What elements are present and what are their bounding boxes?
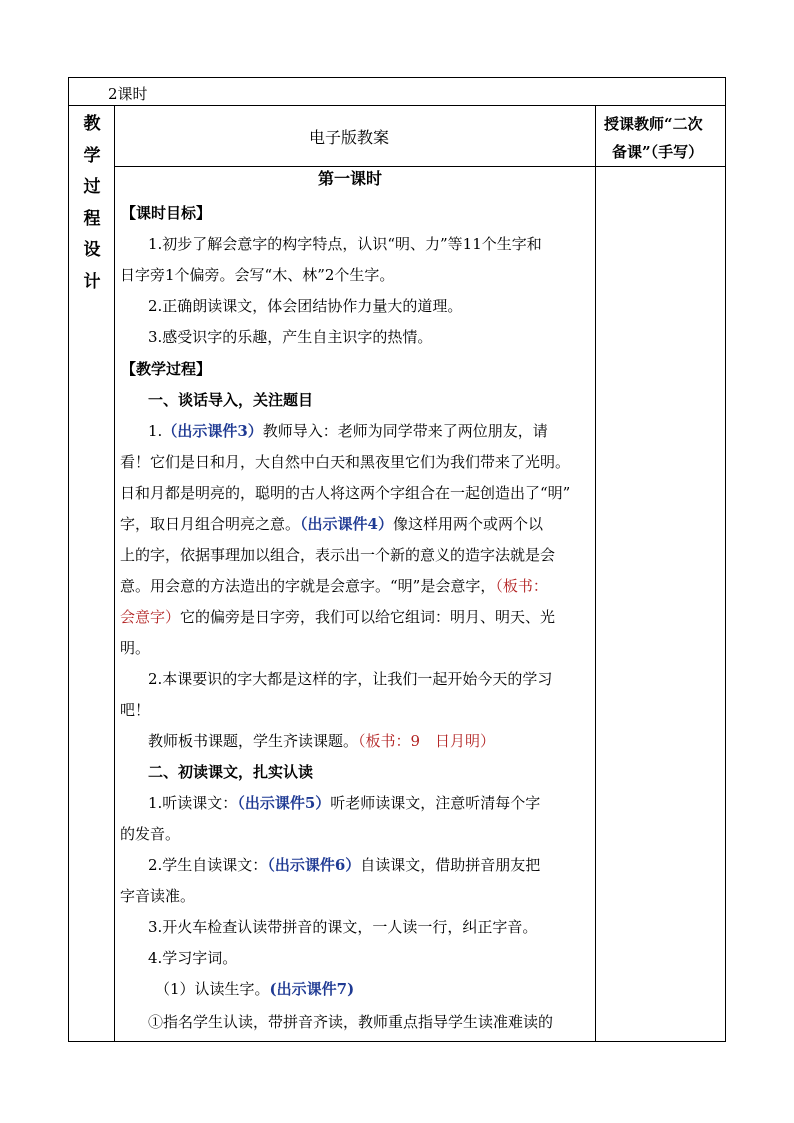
step-2-line-2: 字音读准。 <box>120 887 196 905</box>
paragraph-1-line-2: 看！它们是日和月，大自然中白天和黑夜里它们为我们带来了光明。 <box>120 453 571 471</box>
side-char-1: 教 <box>83 114 101 134</box>
period-label: 2课时 <box>108 85 148 103</box>
sub-step-1-item-1: ①指名学生认读，带拼音齐读，教师重点指导学生读准难读的 <box>148 1013 554 1031</box>
table-right-border <box>725 77 726 1042</box>
courseware-tag-3: （出示课件3） <box>162 422 263 440</box>
courseware-tag-4: （出示课件4） <box>300 515 393 533</box>
paragraph-1-text-f1: 意。用会意的方法造出的字就是会意字。“明”是会意字， <box>120 577 496 595</box>
step-2-text-a: 2.学生自读课文： <box>148 856 268 874</box>
paragraph-1-number: 1. <box>148 422 163 440</box>
step-3: 3.开火车检查认读带拼音的课文，一人读一行，纠正字音。 <box>148 918 538 936</box>
side-char-3: 过 <box>83 177 101 198</box>
side-column-border <box>114 105 115 1042</box>
side-char-6: 计 <box>83 271 101 292</box>
paragraph-2-line-1: 2.本课要识的字大都是这样的字，让我们一起开始今天的学习 <box>148 670 553 688</box>
courseware-tag-6: （出示课件6） <box>267 856 361 874</box>
paragraph-1-text-a: 教师导入：老师为同学带来了两位朋友，请 <box>262 422 548 440</box>
paragraph-3 <box>148 731 495 751</box>
step-1-line-2: 的发音。 <box>120 825 181 843</box>
sub-step-1 <box>155 979 354 999</box>
goal-1-line-1: 1.初步了解会意字的构字特点，认识“明、力”等11个生字和 <box>148 235 542 253</box>
paragraph-1-line-5: 上的字，依据事理加以组合，表示出一个新的意义的造字法就是会 <box>120 546 556 564</box>
paragraph-1-text-d2: 像这样用两个或两个以 <box>392 515 543 533</box>
paragraph-3-text: 教师板书课题，学生齐读课题。 <box>148 732 359 750</box>
header-row-border <box>68 105 726 106</box>
step-4: 4.学习字词。 <box>148 949 238 967</box>
paragraph-1-line-6 <box>120 576 548 596</box>
lesson-title: 第一课时 <box>318 169 383 188</box>
courseware-tag-7: (出示课件7) <box>269 980 355 998</box>
side-char-2: 学 <box>83 145 101 166</box>
main-column-header: 电子版教案 <box>309 128 390 147</box>
step-1-text-a: 1.听读课文： <box>148 794 238 812</box>
step-2-line-1 <box>148 855 540 875</box>
step-2-text-b: 自读课文，借助拼音朋友把 <box>360 856 541 874</box>
paragraph-2-line-2: 吧！ <box>120 701 151 719</box>
process-heading: 【教学过程】 <box>121 360 212 378</box>
board-note-2: 会意字） <box>120 608 181 626</box>
goal-3: 3.感受识字的乐趣，产生自主识字的热情。 <box>148 328 433 346</box>
paragraph-1-line-3: 日和月都是明亮的，聪明的古人将这两个字组合在一起创造出了“明” <box>120 484 571 502</box>
paragraph-1-text-d1: 字，取日月组合明亮之意。 <box>120 515 301 533</box>
paragraph-1-line-7 <box>120 607 555 627</box>
side-char-5: 设 <box>83 240 101 261</box>
paragraph-1-line-1 <box>148 421 548 441</box>
side-char-4: 程 <box>83 208 101 229</box>
courseware-tag-5: （出示课件5） <box>237 794 331 812</box>
table-top-border <box>68 77 726 78</box>
paragraph-1-line-8: 明。 <box>120 639 151 657</box>
sub-step-1-text: （1）认读生字。 <box>155 980 270 998</box>
right-column-border <box>595 105 596 1042</box>
side-label-teaching-process <box>70 110 114 300</box>
paragraph-1-text-g2: 它的偏旁是日字旁，我们可以给它组词：明月、明天、光 <box>180 608 556 626</box>
section-2-heading: 二、初读课文，扎实认读 <box>148 763 314 781</box>
goal-2: 2.正确朗读课文，体会团结协作力量大的道理。 <box>148 297 463 315</box>
right-header-line-1: 授课教师“二次 <box>604 115 703 133</box>
goals-heading: 【课时目标】 <box>121 204 212 222</box>
board-note-1: （板书： <box>495 577 548 595</box>
table-bottom-border <box>68 1041 726 1042</box>
section-1-heading: 一、谈话导入，关注题目 <box>148 391 314 409</box>
table-left-border <box>68 77 69 1042</box>
main-header-border <box>114 166 726 167</box>
paragraph-1-line-4 <box>120 514 543 534</box>
goal-1-line-2: 日字旁1个偏旁。会写“木、林”2个生字。 <box>120 266 395 284</box>
board-note-title: （板书：9 日月明） <box>358 732 496 750</box>
right-header-line-2: 备课”（手写） <box>612 143 704 161</box>
step-1-text-b: 听老师读课文，注意听清每个字 <box>330 794 541 812</box>
step-1-line-1 <box>148 793 540 813</box>
